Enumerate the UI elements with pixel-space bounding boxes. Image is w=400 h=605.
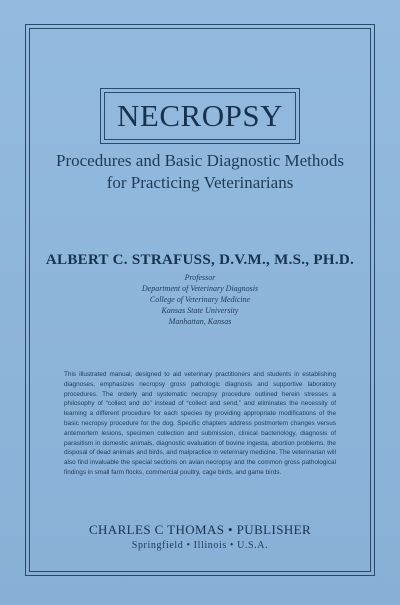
subtitle-line-1: Procedures and Basic Diagnostic Methods xyxy=(56,151,344,170)
subtitle-line-2: for Practicing Veterinarians xyxy=(106,173,294,192)
publisher-name: CHARLES C THOMAS • PUBLISHER xyxy=(88,522,312,537)
book-title: NECROPSY xyxy=(117,98,283,133)
affiliation-title: Professor xyxy=(184,273,216,282)
affiliation-city: Manhattan, Kansas xyxy=(168,317,232,326)
book-subtitle xyxy=(40,150,360,194)
affiliation-department: Department of Veterinary Diagnosis xyxy=(141,284,259,293)
affiliation-college: College of Veterinary Medicine xyxy=(149,295,251,304)
author-affiliation xyxy=(80,272,320,327)
author-name: ALBERT C. STRAFUSS, D.V.M., M.S., PH.D. xyxy=(45,252,355,268)
title-box xyxy=(100,88,300,144)
book-description: This illustrated manual, designed to aid veterinary practitioners and students in establishing diagnoses, emphasizes necropsy gross pathologic diagnosis and supportive laboratory procedures. The orderly and systematic necropsy procedure outlined herein stresses a philosophy of “collect and do” instead of “collect and send,” and eliminates the necessity of learning a different procedure for each species by providing appropriate modifications of the basic necropsy procedure for the dog. Specific chapters address postmortem changes versus antemortem lesions, specimen collection and submission, clinical bacteriology, diagnosis of parasitism in domestic animals, diagnostic evaluation of bovine ingesta, abortion problems, the disposal of dead animals and birds, and malpractice in veterinary medicine. The veterinarian will also find invaluable the special sections on avian necropsy and the common gross pathological findings in small farm flocks, commercial poultry, cage birds, and game birds. xyxy=(64,371,336,476)
affiliation-university: Kansas State University xyxy=(161,306,239,315)
publisher-location: Springfield • Illinois • U.S.A. xyxy=(131,540,269,551)
